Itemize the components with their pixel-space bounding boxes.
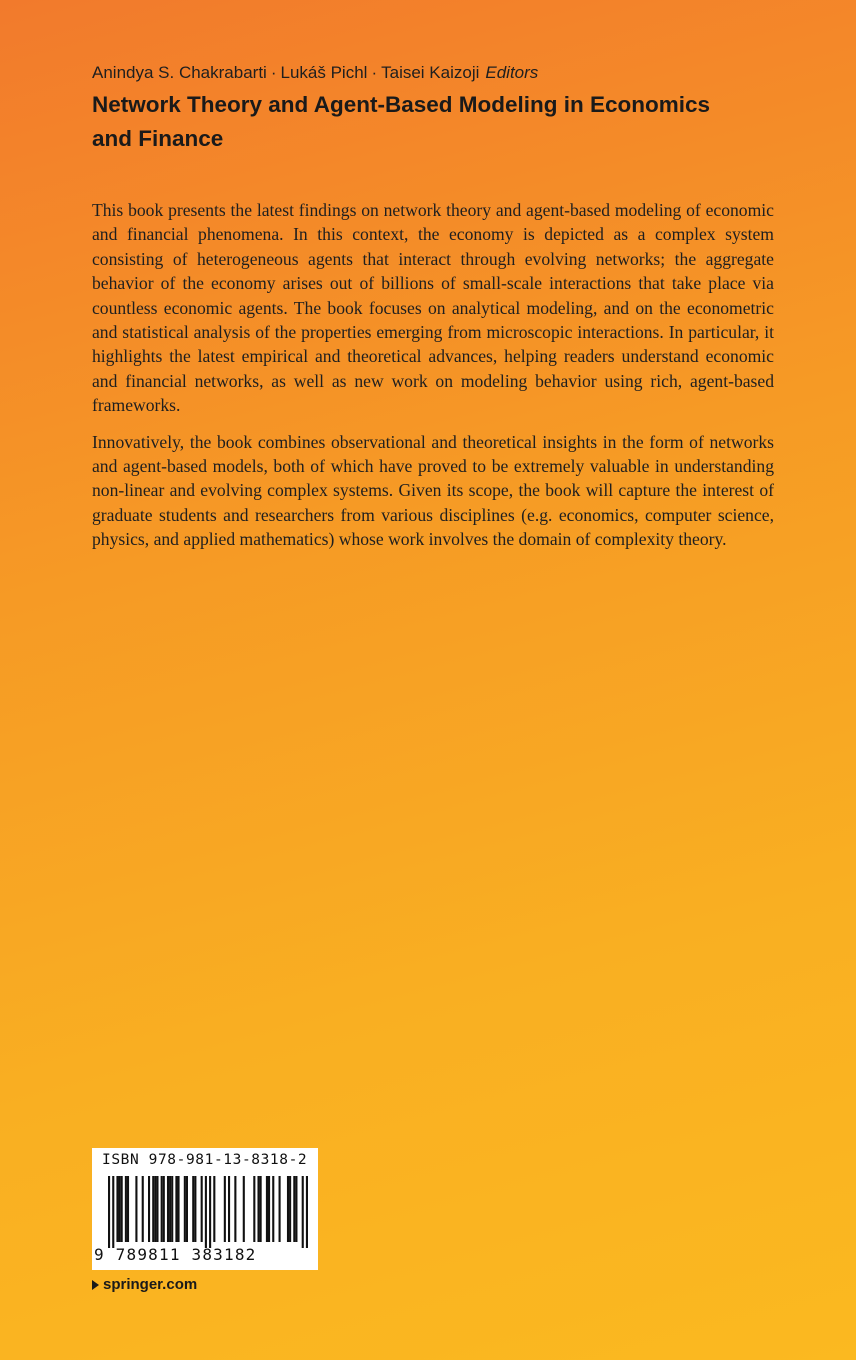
barcode-bar <box>253 1176 255 1242</box>
barcode-bar <box>167 1176 169 1242</box>
barcode-bar <box>268 1176 270 1242</box>
barcode-bar <box>163 1176 165 1242</box>
barcode-bar <box>293 1176 295 1242</box>
barcode-bar <box>171 1176 173 1242</box>
barcode-bar <box>108 1176 110 1248</box>
barcode-bar <box>260 1176 262 1242</box>
publisher-website-link[interactable] <box>92 1276 197 1293</box>
barcode-bar <box>148 1176 150 1242</box>
barcode-bar <box>306 1176 308 1248</box>
barcode-bar <box>266 1176 268 1242</box>
barcode-bar <box>209 1176 211 1248</box>
editor-separator: · <box>371 63 378 82</box>
editors-role: Editors <box>485 63 539 82</box>
barcode-bar <box>228 1176 230 1242</box>
description-paragraph: Innovatively, the book combines observational and theoretical insights in the form of networks and agent-based models, both of which have proved to be extremely valuable in understanding non-linear and evolving complex systems. Given its scope, the book will capture the interest of graduate students and researchers from various disciplines (e.g. economics, computer science, physics, and applied mathematics) whose work involves the domain of complexity theory. <box>92 431 774 550</box>
barcode-bar <box>112 1176 114 1248</box>
editor-name: Taisei Kaizoji <box>381 63 480 82</box>
barcode-bar <box>161 1176 163 1242</box>
barcode-bar <box>152 1176 154 1242</box>
barcode-bar <box>169 1176 171 1242</box>
description-paragraph: This book presents the latest findings on network theory and agent-based modeling of economic and financial phenomena. In this context, the economy is depicted as a complex system consisting of heterogeneous agents that interact through evolving networks; the aggregate behavior of the economy arises out of billions of small-scale interactions that take place via countless economic agents. The book focuses on analytical modeling, and on the econometric and statistical analysis of the properties emerging from microscopic interactions. In particular, it highlights the latest empirical and theoretical advances, helping readers understand economic and financial networks, as well as new work on modeling behavior using rich, agent-based frameworks. <box>92 200 774 416</box>
barcode-bar <box>257 1176 259 1242</box>
barcode-bar <box>287 1176 289 1242</box>
publisher-website-text: springer.com <box>103 1276 198 1293</box>
barcode-bar <box>194 1176 196 1242</box>
barcode-bar <box>213 1176 215 1242</box>
arrow-right-icon <box>92 1280 99 1290</box>
barcode-bar <box>121 1176 123 1242</box>
book-description <box>92 198 774 564</box>
barcode-bar <box>186 1176 188 1242</box>
barcode-bar <box>154 1176 156 1242</box>
barcode-bar <box>302 1176 304 1248</box>
barcode-bar <box>142 1176 144 1242</box>
barcode-bar <box>201 1176 203 1242</box>
editor-name: Lukáš Pichl <box>280 63 368 82</box>
editors-line <box>92 62 792 84</box>
barcode-bar <box>243 1176 245 1242</box>
barcode-bar <box>279 1176 281 1242</box>
barcode-bar <box>119 1176 121 1242</box>
barcode-bar <box>135 1176 137 1242</box>
editor-name: Anindya S. Chakrabarti <box>92 63 267 82</box>
barcode-bars <box>108 1176 308 1248</box>
barcode-bar <box>234 1176 236 1242</box>
barcode-bar <box>272 1176 274 1242</box>
barcode-bar <box>125 1176 127 1242</box>
barcode-digits: 9 789811 383182 <box>94 1245 257 1264</box>
barcode-bar <box>224 1176 226 1242</box>
barcode-bar <box>289 1176 291 1242</box>
editor-separator: · <box>270 63 277 82</box>
barcode-bar <box>177 1176 179 1242</box>
barcode-bar <box>116 1176 118 1242</box>
isbn-barcode <box>92 1148 318 1270</box>
isbn-label: ISBN 978-981-13-8318-2 <box>102 1152 308 1168</box>
barcode-bar <box>295 1176 297 1242</box>
book-title: Network Theory and Agent-Based Modeling in Economics and Finance <box>92 92 710 151</box>
barcode-bar <box>192 1176 194 1242</box>
barcode-bar <box>127 1176 129 1242</box>
barcode-bar <box>205 1176 207 1248</box>
barcode-bar <box>184 1176 186 1242</box>
barcode-bar <box>175 1176 177 1242</box>
barcode-bar <box>156 1176 158 1242</box>
